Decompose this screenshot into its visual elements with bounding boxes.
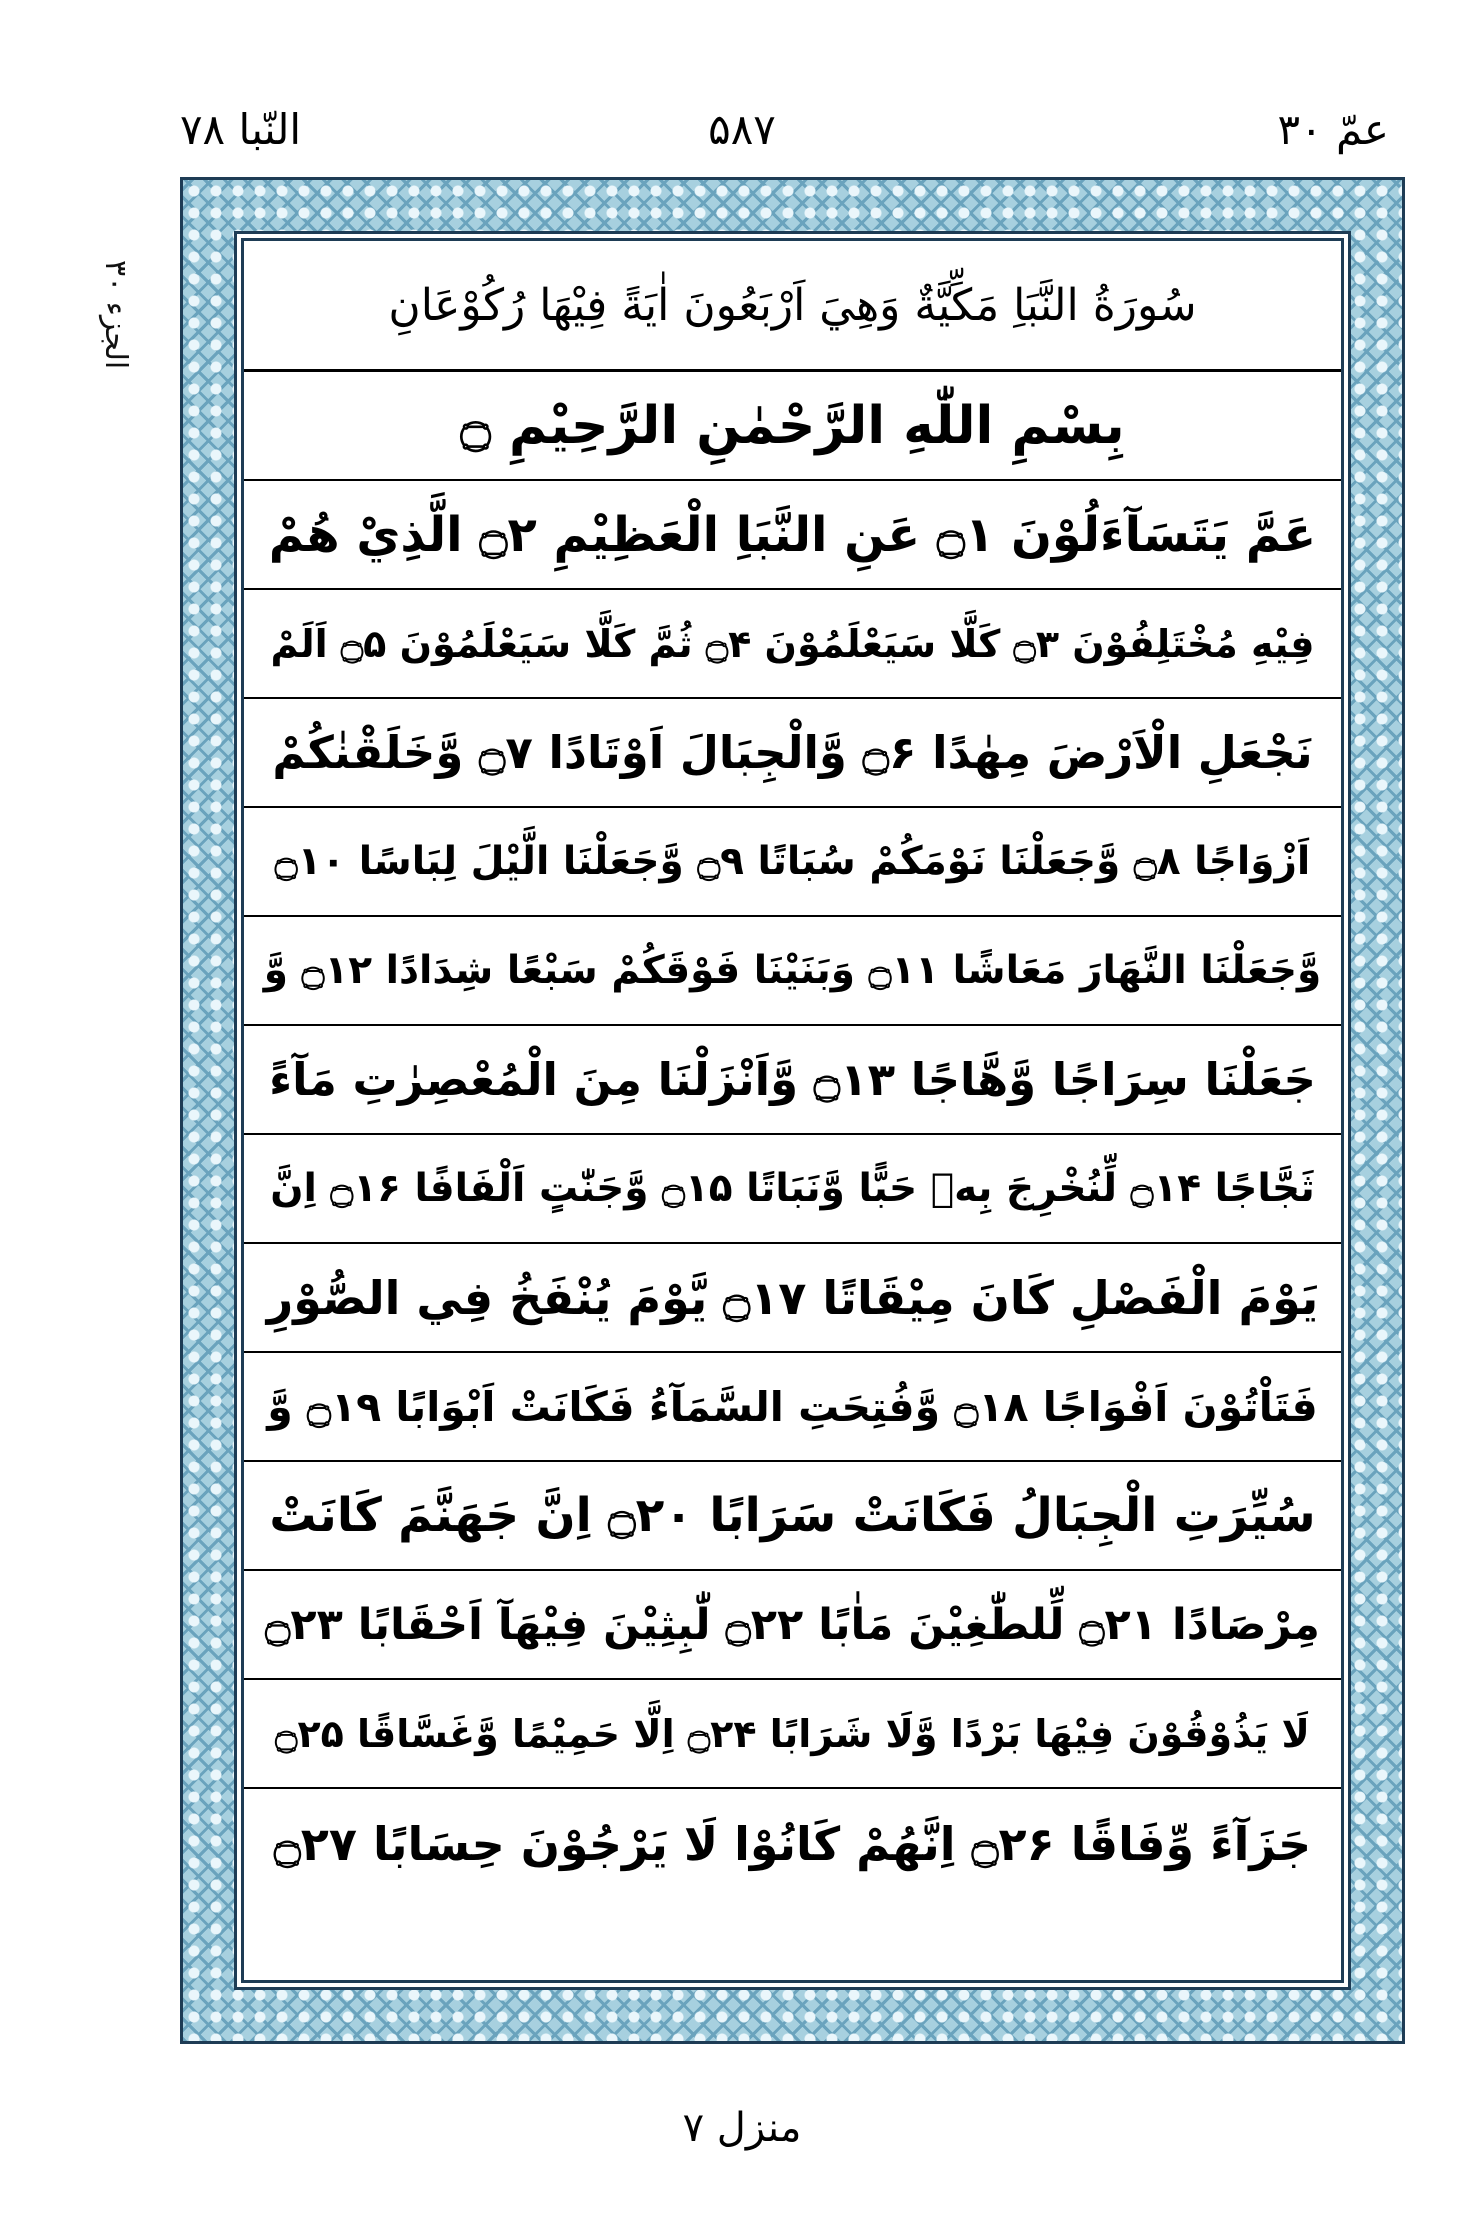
header-para-name: عمّ ۳۰ — [1277, 105, 1389, 154]
text-line: مِرْصَادًا ۝۲۱ لِّلطّٰغِيْنَ مَاٰبًا ۝۲۲ لّٰبِثِيْنَ فِيْهَآ اَحْقَابًا ۝۲۳ — [244, 1571, 1341, 1680]
text-line: ثَجَّاجًا ۝۱۴ لِّنُخْرِجَ بِهٖ حَبًّا وَّنَبَاتًا ۝۱۵ وَّجَنّٰتٍ اَلْفَافًا ۝۱۶ اِنَّ — [244, 1135, 1341, 1244]
page-number: ۵۸۷ — [708, 105, 776, 154]
text-line: يَوْمَ الْفَصْلِ كَانَ مِيْقَاتًا ۝۱۷ يَّوْمَ يُنْفَخُ فِي الصُّوْرِ — [244, 1244, 1341, 1353]
text-line-bismillah: بِسْمِ اللّٰهِ الرَّحْمٰنِ الرَّحِيْمِ ۝ — [244, 372, 1341, 481]
text-line: نَجْعَلِ الْاَرْضَ مِهٰدًا ۝۶ وَّالْجِبَالَ اَوْتَادًا ۝۷ وَّخَلَقْنٰكُمْ — [244, 699, 1341, 808]
text-line: جَزَآءً وِّفَاقًا ۝۲۶ اِنَّهُمْ كَانُوْا لَا يَرْجُوْنَ حِسَابًا ۝۲۷ — [273, 1816, 1312, 1871]
text-line: فِيْهِ مُخْتَلِفُوْنَ ۝۳ كَلَّا سَيَعْلَمُوْنَ ۝۴ ثُمَّ كَلَّا سَيَعْلَمُوْنَ ۝۵ اَلَمْ — [244, 590, 1341, 699]
text-line: سُيِّرَتِ الْجِبَالُ فَكَانَتْ سَرَابًا ۝۲۰ اِنَّ جَهَنَّمَ كَانَتْ — [244, 1462, 1341, 1571]
text-line: لَا يَذُوْقُوْنَ فِيْهَا بَرْدًا وَّلَا شَرَابًا ۝۲۴ اِلَّا حَمِيْمًا وَّغَسَّاقًا ۝۲۵ — [244, 1680, 1341, 1789]
text-line: عَمَّ يَتَسَآءَلُوْنَ ۝۱ عَنِ النَّبَاِ الْعَظِيْمِ ۝۲ الَّذِيْ هُمْ — [244, 481, 1341, 590]
text-area — [241, 238, 1344, 1983]
text-line: فَتَاْتُوْنَ اَفْوَاجًا ۝۱۸ وَّفُتِحَتِ السَّمَآءُ فَكَانَتْ اَبْوَابًا ۝۱۹ وَّ — [244, 1353, 1341, 1462]
text-line: جَعَلْنَا سِرَاجًا وَّهَّاجًا ۝۱۳ وَّاَنْزَلْنَا مِنَ الْمُعْصِرٰتِ مَآءً — [244, 1026, 1341, 1135]
header-surah-name: النّبا ۷۸ — [180, 105, 302, 154]
text-line: اَزْوَاجًا ۝۸ وَّجَعَلْنَا نَوْمَكُمْ سُبَاتًا ۝۹ وَّجَعَلْنَا الَّيْلَ لِبَاسًا ۝۱۰ — [244, 808, 1341, 917]
page-frame — [180, 177, 1405, 2044]
surah-title: سُورَةُ النَّبَاِ مَكِّيَّةٌ وَهِيَ اَرْبَعُونَ اٰيَةً فِيْهَا رُكُوْعَانِ — [244, 241, 1341, 372]
manzil-footer: منزل ۷ — [682, 2105, 802, 2151]
juz-side-label: الجزء ۳۰ — [98, 260, 133, 370]
text-line: وَّجَعَلْنَا النَّهَارَ مَعَاشًا ۝۱۱ وَبَنَيْنَا فَوْقَكُمْ سَبْعًا شِدَادًا ۝۱۲ وَّ — [244, 917, 1341, 1026]
